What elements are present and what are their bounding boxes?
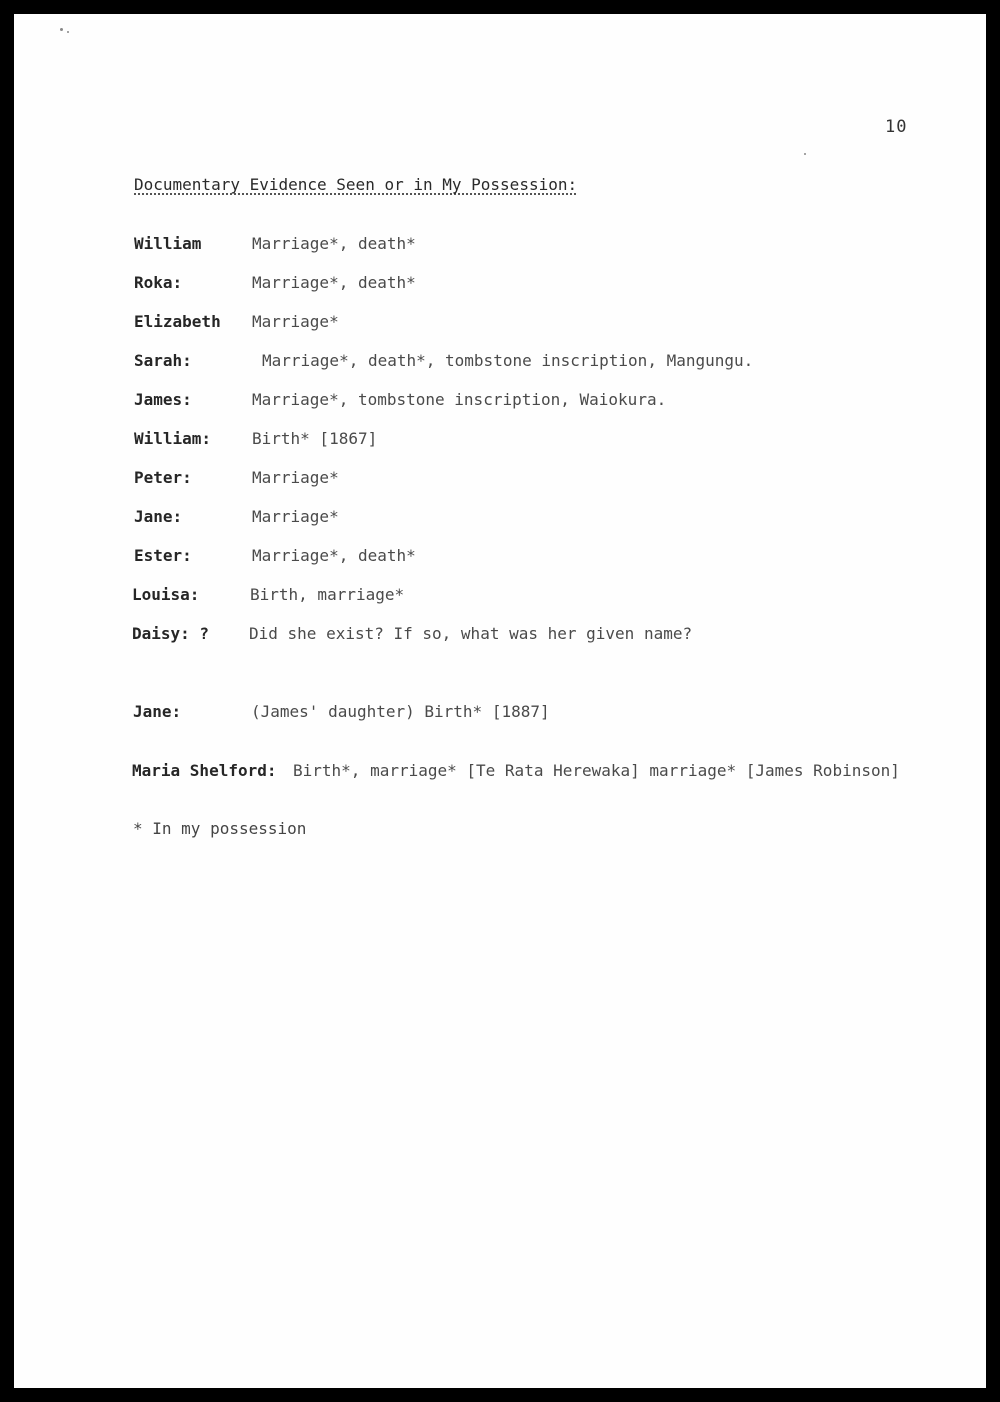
person-name: Sarah: — [134, 351, 192, 370]
footnote: * In my possession — [133, 819, 307, 838]
person-name: Ester: — [134, 546, 192, 565]
evidence-description: Marriage*, death* — [252, 234, 416, 253]
person-name: Daisy: ? — [132, 624, 210, 643]
evidence-description: Marriage*, death* — [252, 273, 416, 292]
evidence-description: Marriage* — [252, 312, 339, 331]
person-name: Jane: — [133, 702, 182, 721]
person-name: Peter: — [134, 468, 192, 487]
evidence-description: Birth, marriage* — [250, 585, 405, 604]
evidence-description: Marriage* — [252, 507, 339, 526]
page-number: 10 — [885, 117, 908, 137]
evidence-description: Birth* [1867] — [252, 429, 378, 448]
person-name: Jane: — [134, 507, 183, 526]
person-name: William — [134, 234, 202, 253]
paper-speck — [60, 28, 63, 31]
evidence-description: Marriage* — [252, 468, 339, 487]
evidence-description: Marriage*, tombstone inscription, Waiokura. — [252, 390, 667, 409]
paper-speck — [804, 153, 806, 155]
person-name: Louisa: — [132, 585, 200, 604]
person-name: William: — [134, 429, 212, 448]
person-name: Maria Shelford: — [132, 761, 277, 780]
person-name: James: — [134, 390, 192, 409]
document-page — [14, 14, 986, 1388]
evidence-description: Marriage*, death*, tombstone inscription, Mangungu. — [262, 351, 754, 370]
evidence-description: Marriage*, death* — [252, 546, 416, 565]
person-name: Elizabeth — [134, 312, 221, 331]
person-name: Roka: — [134, 273, 183, 292]
paper-speck — [67, 31, 69, 33]
evidence-description: (James' daughter) Birth* [1887] — [251, 702, 550, 721]
section-heading: Documentary Evidence Seen or in My Possession: — [134, 175, 578, 194]
evidence-description: Did she exist? If so, what was her given name? — [249, 624, 693, 643]
evidence-description: Birth*, marriage* [Te Rata Herewaka] marriage* [James Robinson] — [293, 761, 900, 780]
